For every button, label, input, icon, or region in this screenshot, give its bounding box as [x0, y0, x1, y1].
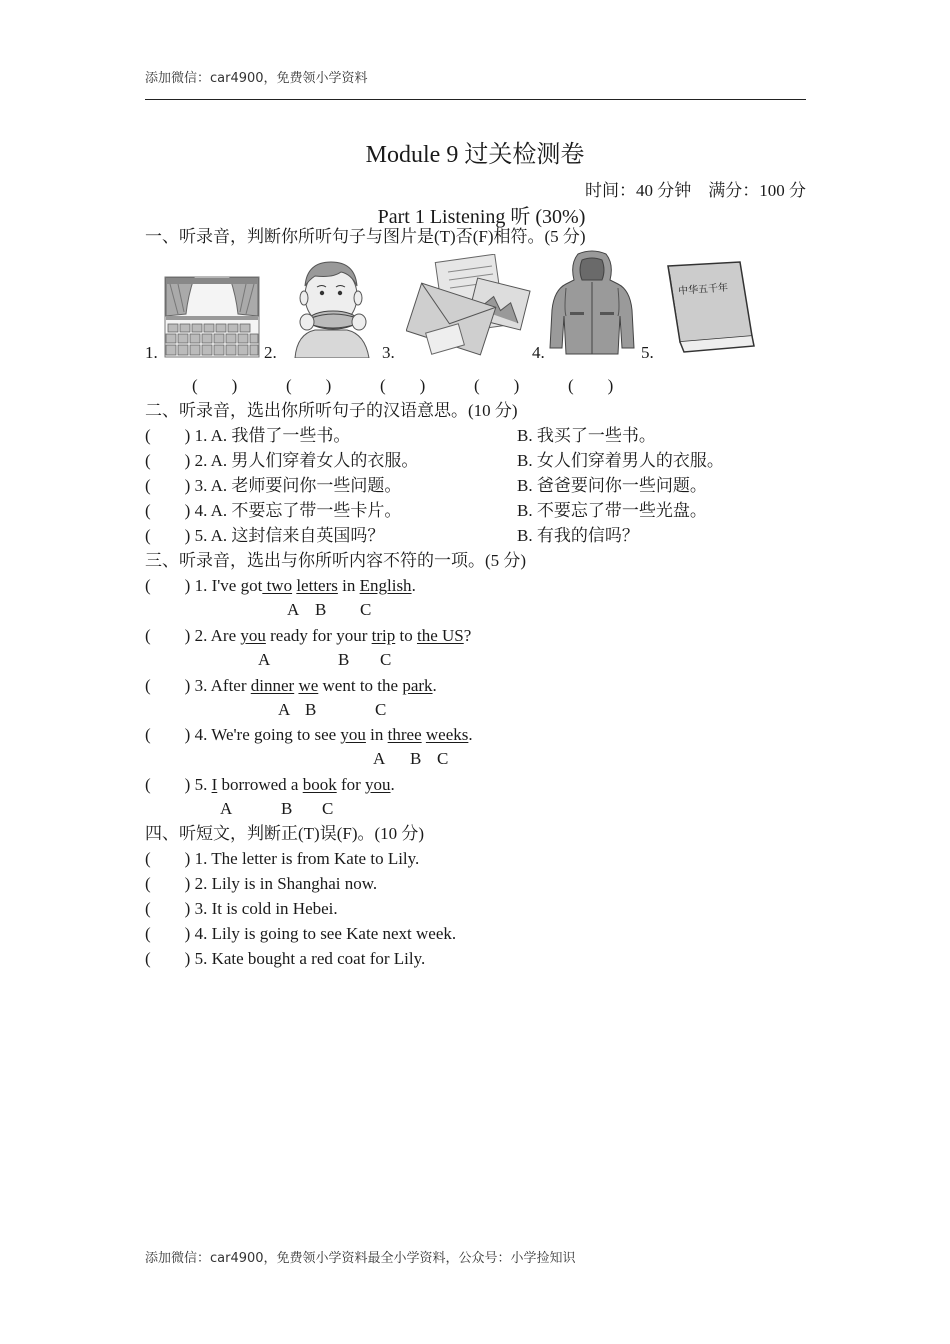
answer-paren-3: ( ) [380, 376, 426, 395]
answer-paren-4: ( ) [474, 376, 520, 395]
pic-number-3: 3. [382, 343, 395, 362]
underline-c: park [402, 676, 433, 695]
underline-c: you [365, 775, 391, 794]
pic-number-5: 5. [641, 343, 654, 362]
section2-item-1-b: B. 我买了一些书。 [517, 426, 656, 445]
label-a: A [220, 799, 233, 818]
underline-c: weeks [425, 725, 469, 744]
section3-question-3: ( ) 3. After dinner we went to the park. [145, 676, 437, 695]
label-b: B [410, 749, 422, 768]
label-c: C [437, 749, 449, 768]
underline-b: book [302, 775, 337, 794]
page-footer: 添加微信：car4900，免费领小学资料最全小学资料，公众号：小学捡知识 [145, 1251, 576, 1266]
label-b: B [315, 600, 327, 619]
section2-item-3-b: B. 爸爸要问你一些问题。 [517, 476, 707, 495]
section2-item-4-b: B. 不要忘了带一些光盘。 [517, 501, 707, 520]
part-heading: Part 1 Listening 听 (30%) [377, 206, 586, 228]
book-picture [660, 260, 758, 356]
answer-paren-2: ( ) [286, 376, 332, 395]
section2-item-3: ( ) 3. A. 老师要问你一些问题。 [145, 476, 402, 495]
section2-item-2-b: B. 女人们穿着男人的衣服。 [517, 451, 724, 470]
page-header: 添加微信：car4900，免费领小学资料 [145, 71, 368, 86]
boy-eating-picture [285, 256, 377, 358]
underline-a: two [262, 576, 293, 595]
header-rule [145, 99, 806, 100]
section1-heading: 一、听录音，判断你所听句子与图片是(T)否(F)相符。(5 分) [145, 227, 586, 246]
answer-paren-1: ( ) [192, 376, 238, 395]
section3-question-2: ( ) 2. Are you ready for your trip to the US? [145, 626, 472, 645]
section3-question-5: ( ) 5. I borrowed a book for you. [145, 775, 395, 794]
label-c: C [360, 600, 372, 619]
underline-b: trip [371, 626, 396, 645]
section2-item-4: ( ) 4. A. 不要忘了带一些卡片。 [145, 501, 402, 520]
underline-c: the US [416, 626, 464, 645]
underline-b: we [298, 676, 319, 695]
letters-picture [406, 254, 532, 358]
coat-picture [548, 250, 636, 356]
section4-item-3: ( ) 3. It is cold in Hebei. [145, 899, 338, 918]
underline-b: letters [296, 576, 338, 595]
underline-a: dinner [250, 676, 295, 695]
label-a: A [373, 749, 386, 768]
book-title: 中华五千年 [677, 282, 729, 298]
label-a: A [287, 600, 300, 619]
underline-a: you [240, 626, 266, 645]
section2-item-5: ( ) 5. A. 这封信来自英国吗？ [145, 526, 385, 545]
section4-item-4: ( ) 4. Lily is going to see Kate next week. [145, 924, 457, 943]
section2-heading: 二、听录音，选出你所听句子的汉语意思。(10 分) [145, 401, 518, 420]
underline-a: you [340, 725, 366, 744]
label-b: B [305, 700, 317, 719]
underline-a: I [211, 775, 218, 794]
section4-item-1: ( ) 1. The letter is from Kate to Lily. [145, 849, 420, 868]
pic-number-1: 1. [145, 343, 158, 362]
label-a: A [258, 650, 271, 669]
theater-picture [164, 276, 260, 358]
label-a: A [278, 700, 291, 719]
section3-heading: 三、听录音，选出与你所听内容不符的一项。(5 分) [145, 551, 527, 570]
label-c: C [375, 700, 387, 719]
time-info: 时间：40 分钟 满分：100 分 [585, 181, 806, 200]
page-title: Module 9 过关检测卷 [365, 142, 585, 168]
underline-b: three [387, 725, 422, 744]
section2-item-5-b: B. 有我的信吗？ [517, 526, 639, 545]
pic-number-2: 2. [264, 343, 277, 362]
section4-item-2: ( ) 2. Lily is in Shanghai now. [145, 874, 378, 893]
section4-heading: 四、听短文，判断正(T)误(F)。(10 分) [145, 824, 425, 843]
underline-c: English [359, 576, 412, 595]
section3-question-4: ( ) 4. We're going to see you in three weeks. [145, 725, 473, 744]
label-c: C [322, 799, 334, 818]
label-b: B [281, 799, 293, 818]
answer-paren-5: ( ) [568, 376, 614, 395]
section2-item-2: ( ) 2. A. 男人们穿着女人的衣服。 [145, 451, 419, 470]
label-c: C [380, 650, 392, 669]
section2-item-1: ( ) 1. A. 我借了一些书。 [145, 426, 351, 445]
section3-question-1: ( ) 1. I've got two letters in English. [145, 576, 416, 595]
pic-number-4: 4. [532, 343, 545, 362]
section4-item-5: ( ) 5. Kate bought a red coat for Lily. [145, 949, 426, 968]
label-b: B [338, 650, 350, 669]
